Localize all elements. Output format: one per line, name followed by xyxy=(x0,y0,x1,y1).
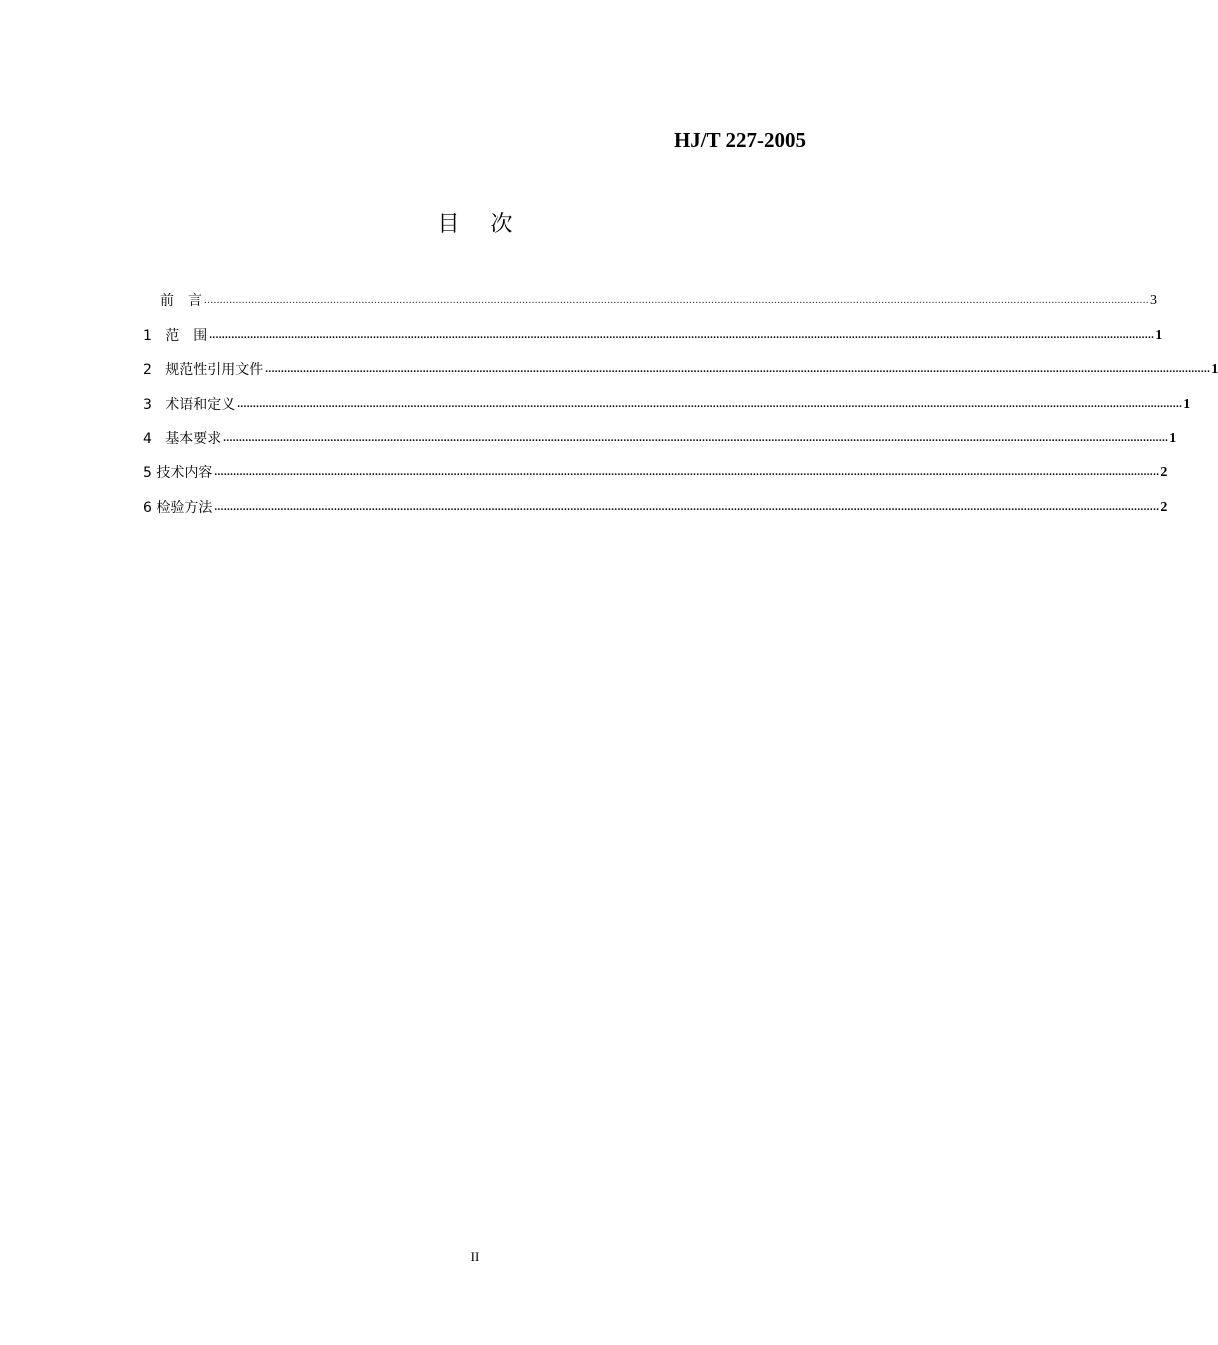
toc-entry-page: 1 xyxy=(1169,430,1177,446)
toc-entry-page: 2 xyxy=(1160,499,1168,515)
toc-entry-page: 2 xyxy=(1160,465,1168,481)
toc-entry-normative-references[interactable] xyxy=(143,348,1218,382)
dot-leader: ............................................................................................................................................................................................................................................................................................................ xyxy=(265,363,1211,376)
toc-entry-terms-definitions[interactable] xyxy=(143,382,1191,416)
page-number: II xyxy=(470,1249,480,1264)
document-code: HJ/T 227-2005 xyxy=(673,128,806,152)
dot-leader: ............................................................................................................................................................................................................................................................................................................ xyxy=(204,294,1149,307)
toc-entry-test-methods[interactable] xyxy=(143,485,1168,519)
toc-entry-scope[interactable] xyxy=(143,313,1163,347)
table-of-contents xyxy=(143,279,1218,520)
toc-entry-page: 1 xyxy=(1183,396,1191,412)
toc-entry-page: 1 xyxy=(1155,327,1163,343)
toc-entry-number: 1 xyxy=(143,327,152,344)
toc-entry-number: 5 xyxy=(143,465,152,482)
toc-entry-page: 1 xyxy=(1211,362,1218,378)
toc-entry-label: 检验方法 xyxy=(156,499,213,516)
toc-title xyxy=(0,209,950,241)
toc-entry-number: 3 xyxy=(143,396,152,413)
dot-leader: ............................................................................................................................................................................................................................................................................................................ xyxy=(214,500,1160,513)
toc-entry-page: 3 xyxy=(1150,293,1157,309)
toc-entry-number: 4 xyxy=(143,430,152,447)
dot-leader: ............................................................................................................................................................................................................................................................................................................ xyxy=(223,431,1169,444)
toc-entry-label: 术语和定义 xyxy=(165,396,236,413)
dot-leader: ............................................................................................................................................................................................................................................................................................................ xyxy=(209,328,1155,341)
toc-entry-label: 规范性引用文件 xyxy=(165,362,264,379)
toc-entry-label: 基本要求 xyxy=(165,430,222,447)
toc-title-text: 目 次 xyxy=(437,212,525,237)
toc-entry-label: 前 言 xyxy=(160,293,202,310)
dot-leader: ............................................................................................................................................................................................................................................................................................................ xyxy=(214,466,1160,479)
toc-entry-label: 技术内容 xyxy=(156,465,213,482)
toc-entry-foreword[interactable] xyxy=(143,279,1157,313)
toc-entry-number: 6 xyxy=(143,499,152,516)
dot-leader: ............................................................................................................................................................................................................................................................................................................ xyxy=(237,397,1183,410)
toc-entry-number: 2 xyxy=(143,362,152,379)
toc-entry-label: 范 围 xyxy=(165,327,208,344)
toc-entry-technical-content[interactable] xyxy=(143,451,1168,485)
toc-entry-basic-requirements[interactable] xyxy=(143,417,1177,451)
